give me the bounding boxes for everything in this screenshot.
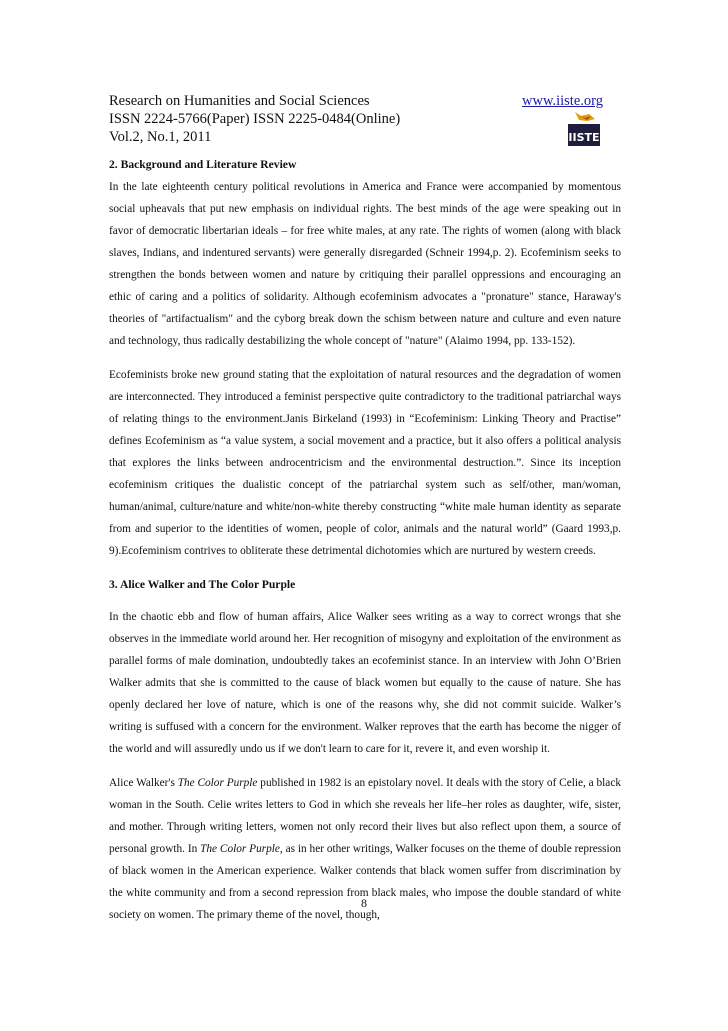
- page-number: 8: [361, 896, 367, 910]
- logo-text: IISTE: [568, 131, 600, 144]
- text-run: published in 1982 is an epistolary novel. It deals with the story of Celie, a black woman in the South. Celie writes letters to God in which she reveals her life–her roles as daughter, wife, sister, and mother. Through writing letters, women not only record their lives but also reflect upon them, a source of personal growth. In: [109, 777, 621, 855]
- paragraph: In the late eighteenth century political revolutions in America and France were accompanied by momentous social upheavals that put new emphasis on individual rights. The best minds of the age were speaking out in favor of democratic libertarian ideals – for free white males, at any rate. The rights of women (along with black slaves, Indians, and indentured servants) were generally disregarded (Schneir 1994,p. 2). Ecofeminism seeks to strengthen the bonds between women and nature by critiquing their parallel oppressions and encouraging an ethic of caring and a politics of solidarity. Although ecofeminism advocates a "pronature" stance, Haraway's theories of "artifactualism" and the cyborg break down the schism between nature and culture and even nature and technology, thus radically destabilizing the whole concept of "nature" (Alaimo 1994, pp. 133-152).: [109, 181, 621, 347]
- text-run: Alice Walker's: [109, 777, 178, 789]
- iiste-logo-icon: [567, 112, 601, 146]
- article-body: [109, 154, 621, 926]
- running-header: [109, 92, 621, 146]
- section-heading-background: 2. Background and Literature Review: [109, 158, 297, 171]
- paragraph: Ecofeminists broke new ground stating that the exploitation of natural resources and the degradation of women are interconnected. They introduced a feminist perspective quite contradictory to the traditional patriarchal ways of relating things to the environment.Janis Birkeland (1993) in “Ecofeminism: Linking Theory and Practise” defines Ecofeminism as “a value system, a social movement and a practice, but it also offers a political analysis that explores the links between androcentricism and the environmental destruction.”. Since its inception ecofeminism critiques the dualistic concept of the patriarchal system such as self/other, man/woman, human/animal, culture/nature and white/non-white thereby constructing “white male human identity as separate from and superior to the identities of women, people of color, animals and the natural world” (Gaard 1993,p. 9).Ecofeminism contrives to obliterate these detrimental dichotomies which are nurtured by western creeds.: [109, 369, 621, 557]
- volume-line: Vol.2, No.1, 2011: [109, 129, 212, 145]
- book-title: The Color Purple: [200, 843, 280, 855]
- paragraph: In the chaotic ebb and flow of human affairs, Alice Walker sees writing as a way to correct wrongs that she observes in the immediate world around her. Her recognition of misogyny and exploitation of the environment as parallel forms of male domination, undoubtedly takes an ecofeminist stance. In an interview with John O’Brien Walker admits that she is committed to the cause of black women but equally to the cause of nature. She has openly declared her love of nature, which is one of the reasons why, she did not commit suicide. Walker’s writing is suffused with a concern for the environment. Walker reproves that the earth has become the nigger of the world and will assuredly undo us if we don't learn to care for it, revere it, and even worship it.: [109, 611, 621, 755]
- section-heading-alice-walker: 3. Alice Walker and The Color Purple: [109, 578, 296, 591]
- book-title: The Color Purple: [177, 777, 258, 789]
- text-run: , as in her other writings, Walker focuses on the theme of double repression of black women in the American experience. Walker contends that black women suffer from discrimination by the white community and from a second repression from black males, who impose the double standard of white society on women. The primary theme of the novel, though,: [109, 843, 621, 921]
- journal-title: Research on Humanities and Social Sciences: [109, 93, 370, 109]
- issn-line: ISSN 2224-5766(Paper) ISSN 2225-0484(Online): [109, 111, 401, 127]
- journal-url-link[interactable]: www.iiste.org: [522, 93, 603, 109]
